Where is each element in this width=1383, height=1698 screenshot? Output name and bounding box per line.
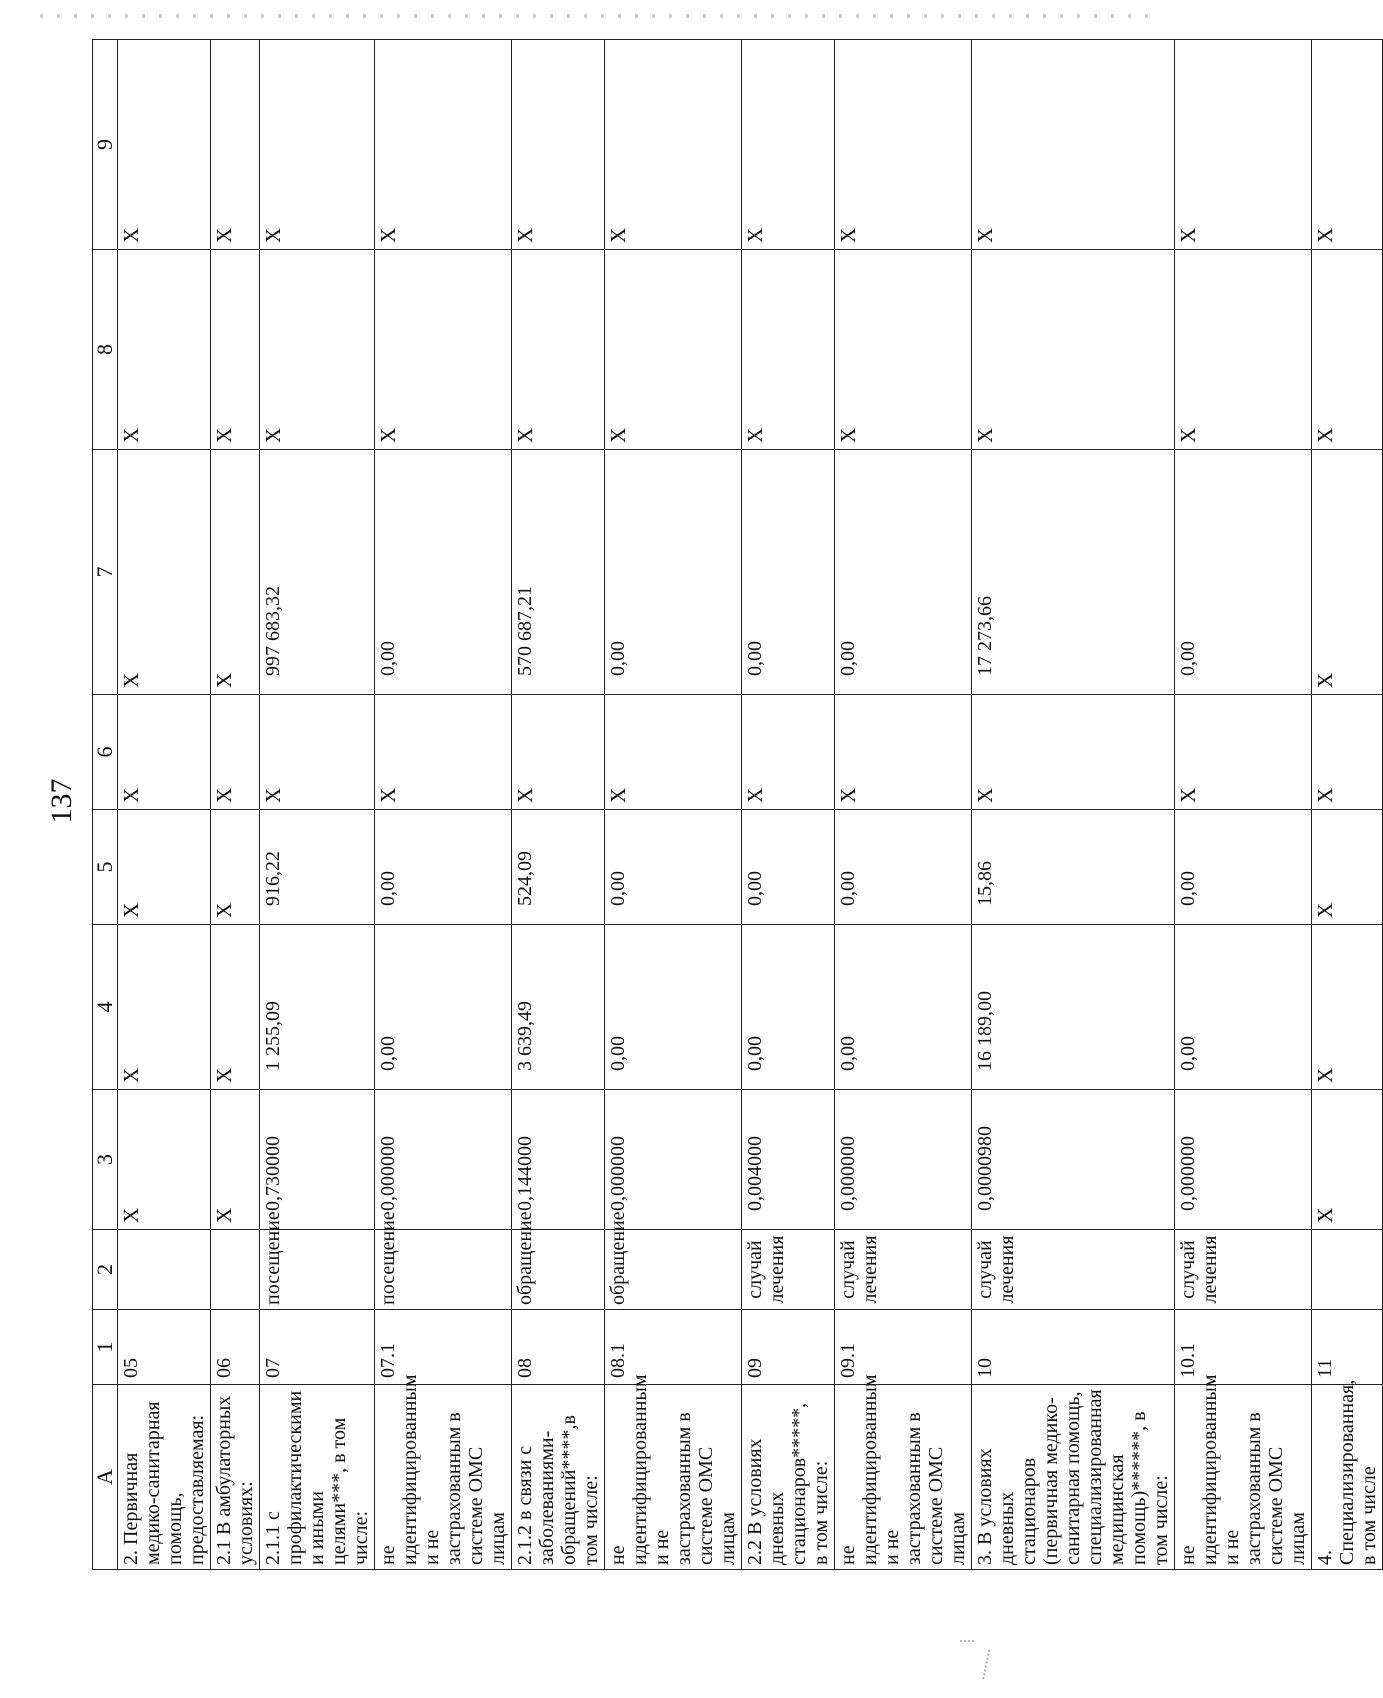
- value-cell: X: [1312, 250, 1383, 450]
- unit-cell: обращение: [512, 1230, 605, 1310]
- value-cell: X: [605, 40, 742, 250]
- row-label: 2.1.1 с профилактическими и иными целями***, в том числе:: [260, 1385, 375, 1570]
- value-cell: X: [211, 925, 260, 1090]
- value-cell: 0,0000980: [972, 1090, 1175, 1230]
- table-row: [742, 40, 835, 1570]
- value-cell: 3 639,49: [512, 925, 605, 1090]
- value-cell: X: [375, 250, 512, 450]
- value-cell: X: [972, 250, 1175, 450]
- value-cell: 15,86: [972, 810, 1175, 925]
- value-cell: 0,000000: [1175, 1090, 1312, 1230]
- scan-speck: [982, 1650, 1014, 1685]
- row-code: 08: [512, 1310, 605, 1385]
- header-cell: 9: [93, 40, 118, 250]
- header-cell: А: [93, 1385, 118, 1570]
- value-cell: X: [211, 40, 260, 250]
- row-code: 09: [742, 1310, 835, 1385]
- value-cell: 0,00: [835, 810, 972, 925]
- value-cell: 0,00: [375, 925, 512, 1090]
- value-cell: 0,00: [742, 450, 835, 695]
- value-cell: X: [211, 250, 260, 450]
- value-cell: X: [375, 695, 512, 810]
- value-cell: X: [118, 925, 211, 1090]
- value-cell: 570 687,21: [512, 450, 605, 695]
- value-cell: 1 255,09: [260, 925, 375, 1090]
- value-cell: X: [375, 40, 512, 250]
- value-cell: 0,00: [742, 810, 835, 925]
- row-label: 2.1 В амбулаторных условиях:: [211, 1385, 260, 1570]
- value-cell: X: [211, 695, 260, 810]
- value-cell: X: [972, 40, 1175, 250]
- header-cell: 1: [93, 1310, 118, 1385]
- value-cell: X: [1175, 695, 1312, 810]
- value-cell: X: [118, 695, 211, 810]
- row-code: 09.1: [835, 1310, 972, 1385]
- value-cell: X: [1312, 450, 1383, 695]
- row-code: 07: [260, 1310, 375, 1385]
- header-cell: 4: [93, 925, 118, 1090]
- value-cell: 16 189,00: [972, 925, 1175, 1090]
- row-label: не идентифицированным и не застрахованным в системе ОМС лицам: [1175, 1385, 1312, 1570]
- table-row: [972, 40, 1175, 1570]
- value-cell: X: [260, 40, 375, 250]
- value-cell: X: [1175, 40, 1312, 250]
- value-cell: X: [972, 695, 1175, 810]
- unit-cell: [1312, 1230, 1383, 1310]
- value-cell: 0,00: [1175, 450, 1312, 695]
- row-code: 11: [1312, 1310, 1383, 1385]
- unit-cell: случай лечения: [1175, 1230, 1312, 1310]
- unit-cell: обращение: [605, 1230, 742, 1310]
- value-cell: 0,004000: [742, 1090, 835, 1230]
- value-cell: X: [1312, 40, 1383, 250]
- value-cell: X: [605, 695, 742, 810]
- value-cell: 0,00: [605, 450, 742, 695]
- value-cell: X: [742, 250, 835, 450]
- value-cell: 0,000000: [605, 1090, 742, 1230]
- rotated-table-frame: [92, 40, 1381, 1570]
- row-code: 10.1: [1175, 1310, 1312, 1385]
- value-cell: X: [260, 695, 375, 810]
- header-cell: 3: [93, 1090, 118, 1230]
- value-cell: X: [118, 810, 211, 925]
- unit-cell: [118, 1230, 211, 1310]
- table-row: [118, 40, 211, 1570]
- value-cell: X: [118, 250, 211, 450]
- row-label: 2. Первичная медико-санитарная помощь, предоставляемая:: [118, 1385, 211, 1570]
- value-cell: X: [260, 250, 375, 450]
- value-cell: X: [512, 250, 605, 450]
- table-row: [1312, 40, 1383, 1570]
- header-cell: 5: [93, 810, 118, 925]
- value-cell: X: [118, 1090, 211, 1230]
- row-code: 06: [211, 1310, 260, 1385]
- value-cell: X: [742, 40, 835, 250]
- value-cell: X: [1175, 250, 1312, 450]
- table-row: [512, 40, 605, 1570]
- value-cell: X: [211, 1090, 260, 1230]
- unit-cell: случай лечения: [835, 1230, 972, 1310]
- row-code: 10: [972, 1310, 1175, 1385]
- table-row: [835, 40, 972, 1570]
- value-cell: X: [211, 450, 260, 695]
- value-cell: X: [118, 40, 211, 250]
- table-row: [260, 40, 375, 1570]
- unit-cell: посещение: [260, 1230, 375, 1310]
- table-row: [211, 40, 260, 1570]
- table-header-row: [93, 40, 118, 1570]
- value-cell: 0,00: [835, 450, 972, 695]
- value-cell: 524,09: [512, 810, 605, 925]
- value-cell: X: [835, 250, 972, 450]
- value-cell: X: [1312, 810, 1383, 925]
- value-cell: 916,22: [260, 810, 375, 925]
- value-cell: 0,00: [1175, 925, 1312, 1090]
- table-row: [605, 40, 742, 1570]
- row-label: не идентифицированным и не застрахованным в системе ОМС лицам: [375, 1385, 512, 1570]
- header-cell: 7: [93, 450, 118, 695]
- value-cell: 0,00: [605, 810, 742, 925]
- value-cell: 0,730000: [260, 1090, 375, 1230]
- header-cell: 6: [93, 695, 118, 810]
- unit-cell: случай лечения: [972, 1230, 1175, 1310]
- row-code: 08.1: [605, 1310, 742, 1385]
- unit-cell: [211, 1230, 260, 1310]
- table-row: [375, 40, 512, 1570]
- page-number: 137: [45, 778, 78, 824]
- row-label: 2.1.2 в связи с заболеваниями-обращений****,в том числе:: [512, 1385, 605, 1570]
- row-label: не идентифицированным и не застрахованным в системе ОМС лицам: [605, 1385, 742, 1570]
- row-label: не идентифицированным и не застрахованным в системе ОМС лицам: [835, 1385, 972, 1570]
- value-cell: 0,000000: [835, 1090, 972, 1230]
- row-label: 4. Специализированная, в том числе: [1312, 1385, 1383, 1570]
- value-cell: 0,00: [1175, 810, 1312, 925]
- value-cell: 0,00: [605, 925, 742, 1090]
- value-cell: X: [605, 250, 742, 450]
- row-code: 07.1: [375, 1310, 512, 1385]
- scan-artifact-line: [40, 14, 1150, 18]
- value-cell: X: [1312, 1090, 1383, 1230]
- value-cell: 17 273,66: [972, 450, 1175, 695]
- value-cell: 0,144000: [512, 1090, 605, 1230]
- header-cell: 2: [93, 1230, 118, 1310]
- value-cell: X: [211, 810, 260, 925]
- value-cell: X: [1312, 925, 1383, 1090]
- header-cell: 8: [93, 250, 118, 450]
- value-cell: X: [512, 695, 605, 810]
- value-cell: X: [835, 695, 972, 810]
- row-label: 2.2 В условиях дневных стационаров*****, в том числе:: [742, 1385, 835, 1570]
- value-cell: 0,00: [375, 810, 512, 925]
- row-code: 05: [118, 1310, 211, 1385]
- value-cell: 0,00: [742, 925, 835, 1090]
- value-cell: X: [512, 40, 605, 250]
- value-cell: 0,000000: [375, 1090, 512, 1230]
- table-row: [1175, 40, 1312, 1570]
- value-cell: X: [742, 695, 835, 810]
- value-cell: X: [835, 40, 972, 250]
- data-table: [92, 39, 1383, 1570]
- value-cell: X: [118, 450, 211, 695]
- value-cell: 0,00: [375, 450, 512, 695]
- value-cell: 997 683,32: [260, 450, 375, 695]
- unit-cell: случай лечения: [742, 1230, 835, 1310]
- row-label: 3. В условиях дневных стационаров (первичная медико-санитарная помощь, специализированная медицинская помощь)******, в том числе:: [972, 1385, 1175, 1570]
- value-cell: 0,00: [835, 925, 972, 1090]
- unit-cell: посещение: [375, 1230, 512, 1310]
- scan-speck: [960, 1640, 974, 1644]
- value-cell: X: [1312, 695, 1383, 810]
